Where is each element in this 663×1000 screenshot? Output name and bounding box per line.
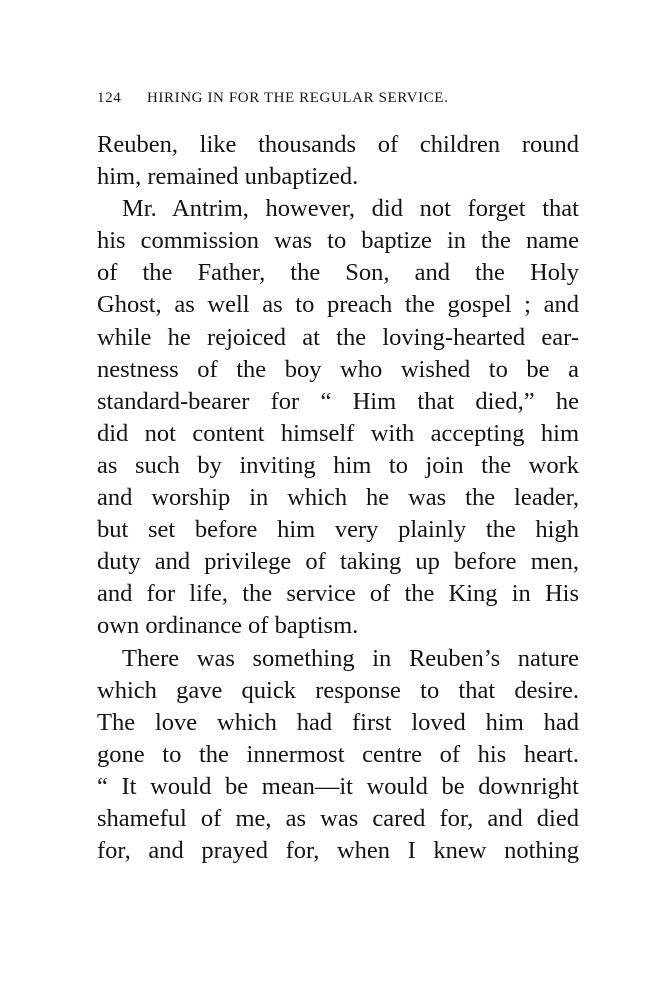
text-line: did not content himself with accepting him [97,419,579,447]
text-line: standard-bearer for “ Him that died,” he [97,387,579,415]
text-line: There was something in Reuben’s nature [122,644,579,672]
text-line: The love which had first loved him had [97,708,579,736]
text-line: nestness of the boy who wished to be a [97,355,579,383]
text-line: while he rejoiced at the loving-hearted ear- [97,323,579,351]
running-head [97,90,577,110]
text-line: Reuben, like thousands of children round [97,131,579,158]
text-line: which gave quick response to that desire. [97,676,579,704]
text-line: of the Father, the Son, and the Holy [97,259,579,287]
running-title: HIRING IN FOR THE REGULAR SERVICE. [147,90,449,106]
body-text [97,129,579,867]
text-line: as such by inviting him to join the work [97,451,579,479]
text-line: shameful of me, as was cared for, and died [97,804,579,832]
text-line: Ghost, as well as to preach the gospel ; and [97,291,579,319]
text-line: and worship in which he was the leader, [97,484,579,512]
text-line: but set before him very plainly the high [97,516,579,544]
page-number: 124 [97,90,122,106]
text-line: Mr. Antrim, however, did not forget that [122,195,579,223]
text-line: his commission was to baptize in the name [97,227,579,255]
text-line: for, and prayed for, when I knew nothing [97,837,579,865]
text-line: him, remained unbaptized. [97,163,359,191]
text-line: “ It would be mean—it would be downright [97,772,579,800]
text-line: duty and privilege of taking up before men, [97,548,579,576]
text-line: and for life, the service of the King in His [97,580,579,608]
text-line: gone to the innermost centre of his heart. [97,740,579,768]
text-line: own ordinance of baptism. [97,612,359,640]
